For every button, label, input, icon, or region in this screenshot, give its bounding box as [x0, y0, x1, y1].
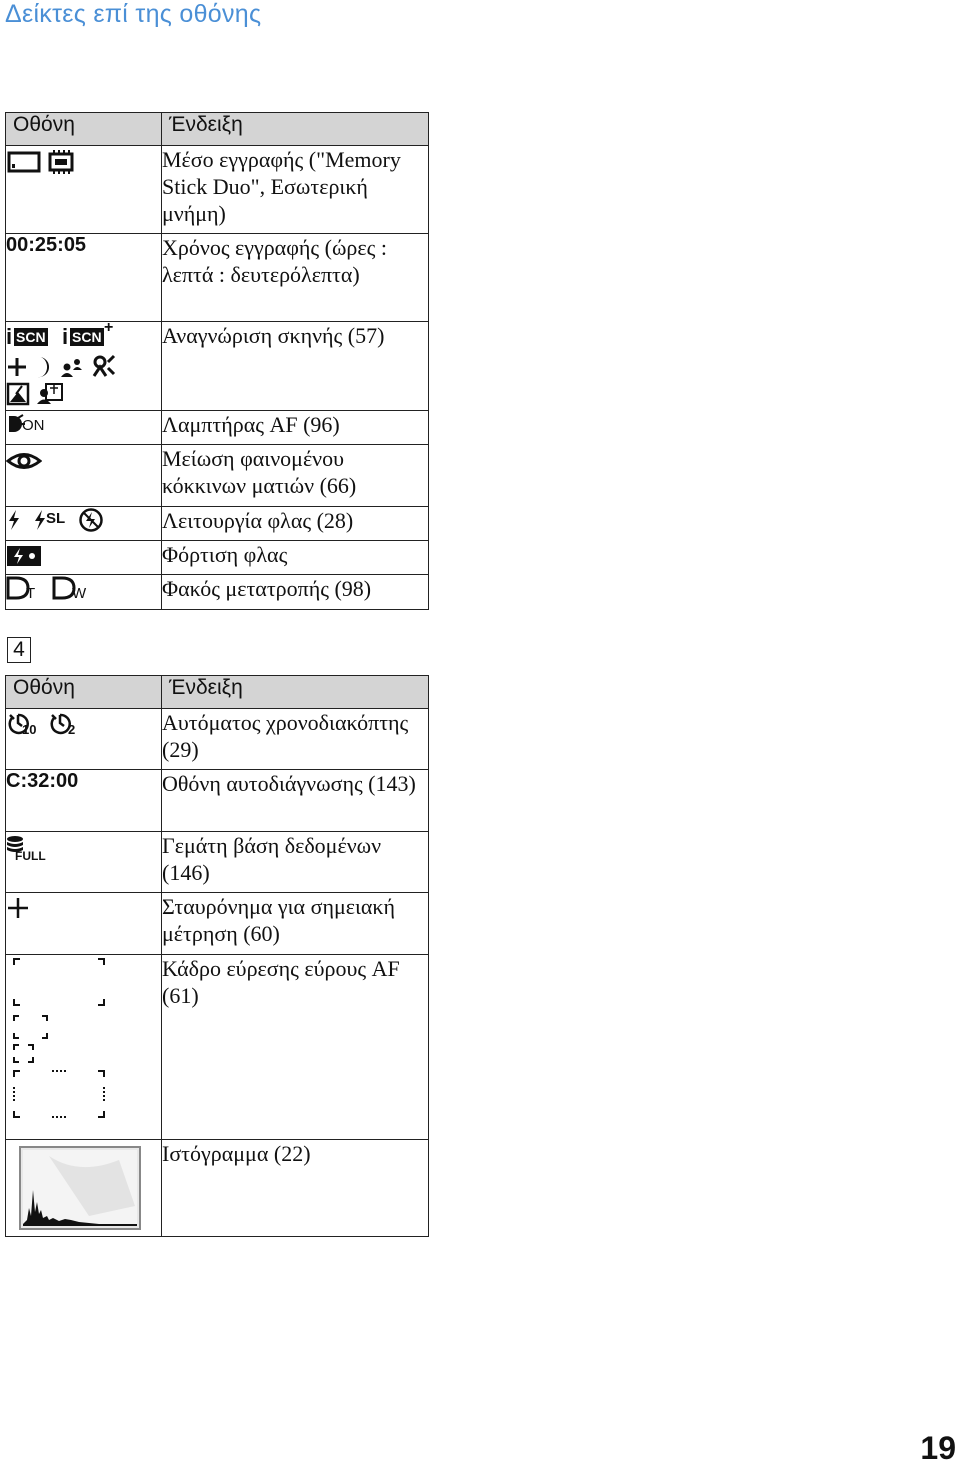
- table-row: [6, 832, 429, 893]
- internal-memory-icon: [46, 149, 76, 175]
- display-cell: [6, 507, 162, 541]
- database-full-icon: FULL: [6, 835, 50, 865]
- table-row: [6, 234, 429, 322]
- table-row: [6, 955, 429, 1140]
- column-header-display: Οθόνη: [6, 113, 162, 146]
- description-cell: Λειτουργία φλας (28): [162, 507, 429, 541]
- self-diagnosis-code: C:32:00: [6, 770, 79, 792]
- display-cell: [6, 541, 162, 575]
- af-range-frame-dotted-icon: [12, 1067, 112, 1125]
- display-cell: [6, 832, 162, 893]
- display-cell: [6, 319, 162, 411]
- section-number: 4: [7, 637, 31, 663]
- display-cell: [6, 146, 162, 234]
- indicator-table-2: [5, 675, 429, 1237]
- description-cell: Μείωση φαινομένου κόκκινων ματιών (66): [162, 445, 429, 507]
- conversion-lens-tele-icon: T: [6, 575, 42, 603]
- display-cell: [6, 234, 162, 322]
- flash-charging-icon: [6, 543, 42, 569]
- column-header-indication: Ένδειξη: [162, 676, 429, 709]
- column-header-indication: Ένδειξη: [162, 113, 429, 146]
- af-range-frame-center-icon: [12, 1043, 42, 1067]
- description-cell: Ιστόγραμμα (22): [162, 1140, 429, 1237]
- table-row: [6, 770, 429, 832]
- description-cell: Αυτόματος χρονοδιακόπτης (29): [162, 709, 429, 770]
- description-cell: Σταυρόνημα για σημειακή μέτρηση (60): [162, 893, 429, 955]
- display-cell: [6, 770, 162, 832]
- description-cell: Αναγνώριση σκηνής (57): [162, 322, 429, 411]
- histogram-icon: [19, 1146, 141, 1230]
- description-cell: Φόρτιση φλας: [162, 541, 429, 575]
- table-row: [6, 146, 429, 234]
- iscn-plus-icon: i SCN +: [62, 319, 114, 349]
- flash-slow-sync-icon: SL: [32, 508, 72, 532]
- indicator-table-1: [5, 112, 429, 610]
- table-row: [6, 322, 429, 411]
- display-cell: [6, 445, 162, 507]
- table-header-row: [6, 113, 429, 146]
- display-cell: [6, 411, 162, 445]
- table-row: [6, 445, 429, 507]
- portrait-icon: [58, 355, 84, 379]
- spot-metering-cross-icon: [6, 895, 30, 921]
- description-cell: Χρόνος εγγραφής (ώρες : λεπτά : δευτερόλεπτα): [162, 234, 429, 322]
- conversion-lens-wide-icon: W: [52, 575, 94, 603]
- table-row: [6, 411, 429, 445]
- flash-auto-icon: [6, 508, 22, 532]
- description-cell: Οθόνη αυτοδιάγνωσης (143): [162, 770, 429, 832]
- night-moon-icon: [32, 355, 54, 379]
- display-cell: [6, 955, 162, 1140]
- table-row: [6, 1140, 429, 1237]
- macro-plus-icon: [6, 355, 28, 379]
- display-cell: [6, 575, 162, 610]
- table-header-row: [6, 676, 429, 709]
- column-header-display: Οθόνη: [6, 676, 162, 709]
- display-cell: [6, 1140, 162, 1237]
- table-row: [6, 575, 429, 610]
- flash-off-icon: [78, 507, 104, 533]
- recording-time-value: 00:25:05: [6, 234, 87, 256]
- iscn-icon: i SCN: [6, 324, 46, 349]
- af-illuminator-on-icon: ON: [6, 411, 52, 437]
- af-range-frame-wide-icon: [12, 955, 112, 1013]
- description-cell: Λαμπτήρας AF (96): [162, 411, 429, 445]
- description-cell: Γεμάτη βάση δεδομένων (146): [162, 832, 429, 893]
- table-row: [6, 893, 429, 955]
- table-row: [6, 709, 429, 770]
- landscape-icon: [88, 354, 116, 380]
- table-row: [6, 507, 429, 541]
- description-cell: Μέσο εγγραφής ("Memory Stick Duo", Εσωτερική μνήμη): [162, 146, 429, 234]
- display-cell: [6, 893, 162, 955]
- page-title: Δείκτες επί της οθόνης: [5, 0, 262, 28]
- af-range-frame-center-small-icon: [12, 1013, 52, 1043]
- backlight-portrait-icon: [36, 382, 64, 406]
- self-timer-10-icon: 10: [6, 712, 40, 738]
- table-row: [6, 541, 429, 575]
- backlight-icon: [6, 382, 32, 406]
- page-number: 19: [920, 1430, 956, 1466]
- self-timer-2-icon: 2: [48, 712, 82, 738]
- red-eye-icon: [6, 448, 42, 474]
- description-cell: Κάδρο εύρεσης εύρους AF (61): [162, 955, 429, 1140]
- display-cell: [6, 709, 162, 770]
- description-cell: Φακός μετατροπής (98): [162, 575, 429, 610]
- memory-card-icon: [6, 149, 42, 175]
